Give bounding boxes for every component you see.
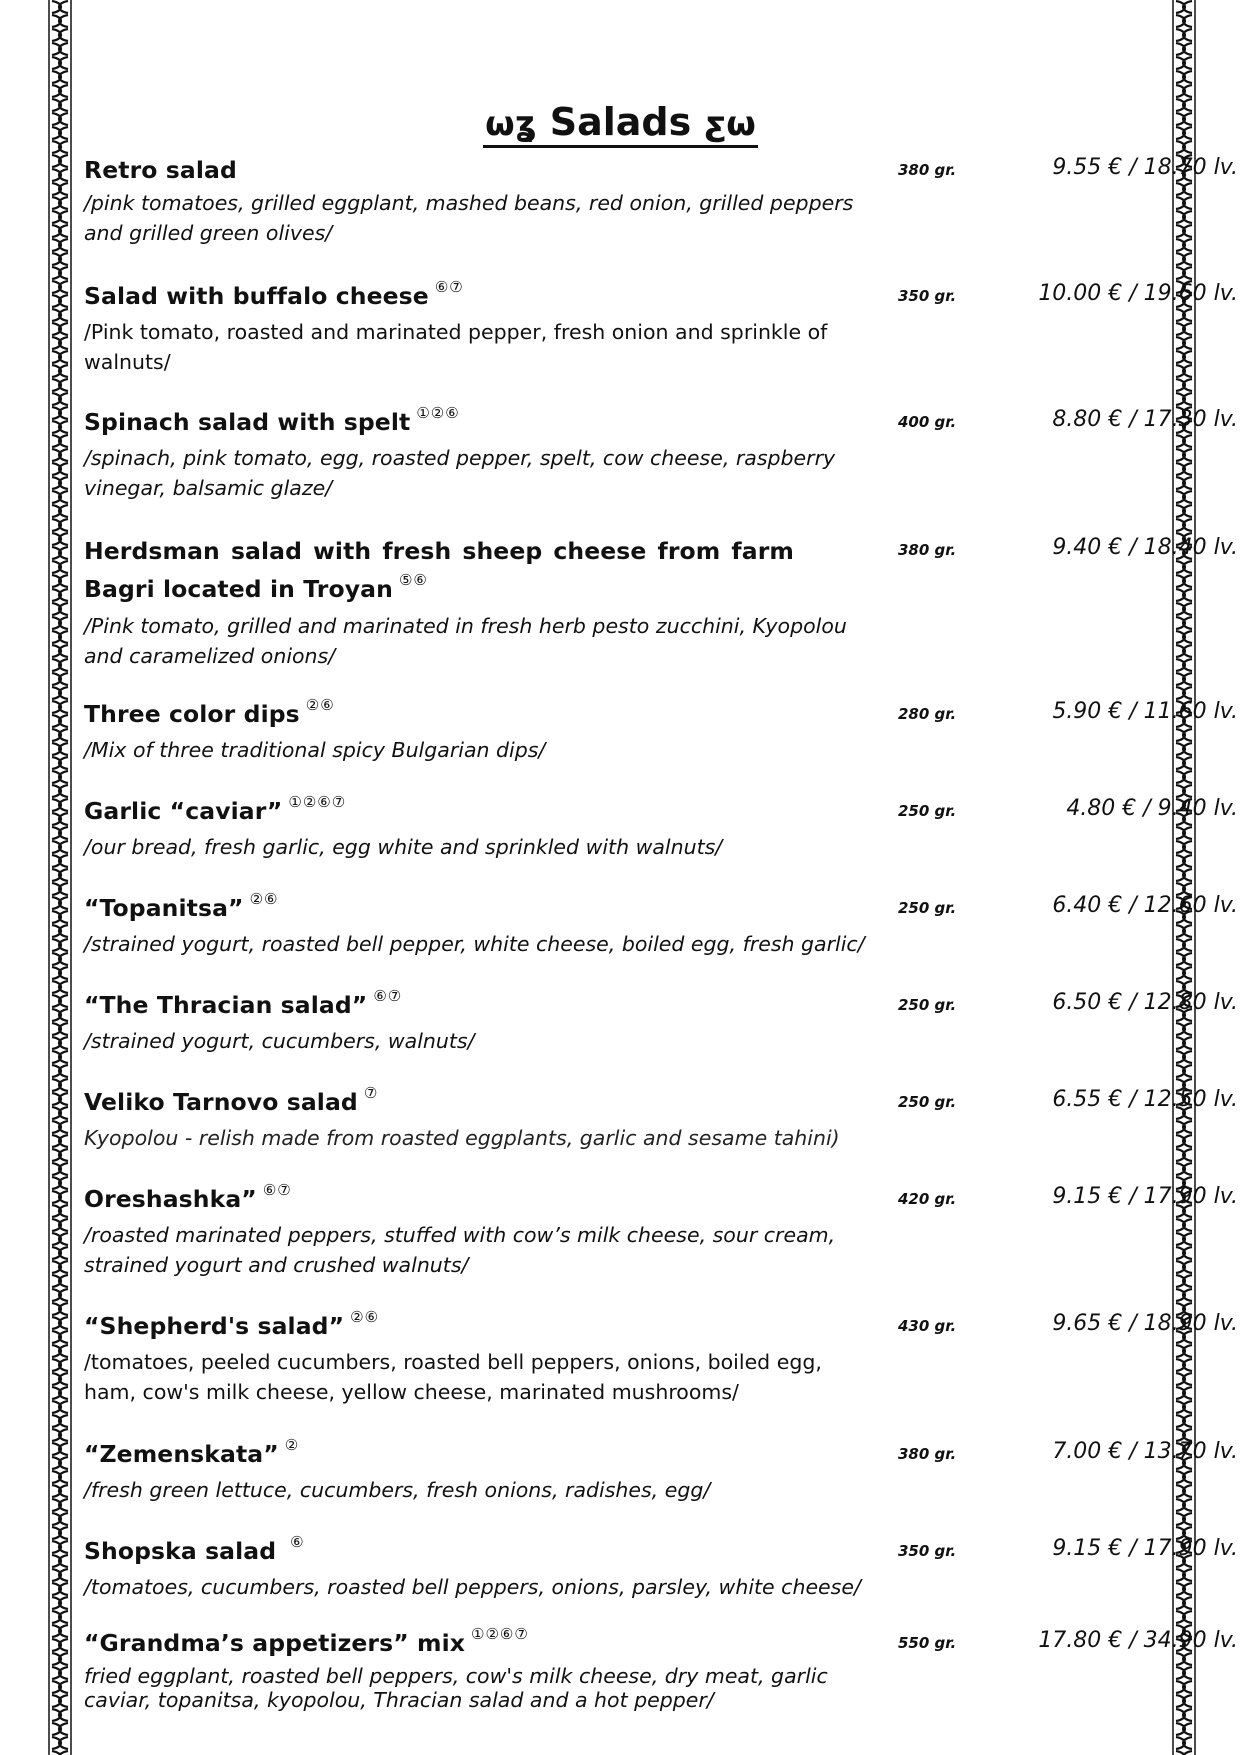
title-right-ornament: ƹω xyxy=(704,104,756,144)
item-name xyxy=(84,987,794,1026)
item-name-text: Salad with buffalo cheese xyxy=(84,282,429,310)
allergen-codes: ①②⑥⑦ xyxy=(471,1625,529,1643)
menu-item-shopska-salad xyxy=(84,1533,1238,1625)
item-price: 5.90 € / 11.60 lv. xyxy=(1052,699,1238,724)
item-weight: 380 gr. xyxy=(898,1445,957,1463)
menu-item-retro-salad xyxy=(84,152,1238,278)
item-name xyxy=(84,1181,794,1220)
menu-item-oreshashka xyxy=(84,1181,1238,1308)
allergen-codes: ①②⑥⑦ xyxy=(288,793,347,811)
item-description: fried eggplant, roasted bell peppers, cow's milk cheese, dry meat, garlic caviar, topanitsa, kyopolou, Thracian salad and a hot pepper/ xyxy=(84,1664,828,1712)
menu-item-thracian-salad xyxy=(84,987,1238,1084)
item-price: 7.00 € / 13.70 lv. xyxy=(1052,1439,1238,1464)
title-underline-wrap xyxy=(483,101,758,148)
item-price: 10.00 € / 19.60 lv. xyxy=(1038,281,1238,306)
item-weight: 350 gr. xyxy=(898,287,957,305)
menu-item-three-color-dips xyxy=(84,696,1238,793)
item-name-text: “Zemenskata” xyxy=(84,1440,279,1468)
item-price: 6.55 € / 12.50 lv. xyxy=(1052,1087,1238,1112)
menu-item-buffalo-cheese-salad xyxy=(84,278,1238,404)
allergen-codes: ⑦ xyxy=(363,1084,379,1102)
item-name-text: “Topanitsa” xyxy=(84,894,244,922)
allergen-codes: ⑥⑦ xyxy=(373,987,403,1005)
item-name xyxy=(84,1625,794,1664)
allergen-codes: ②⑥ xyxy=(305,696,335,714)
item-description: /Mix of three traditional spicy Bulgarian dips/ xyxy=(84,738,546,762)
item-name xyxy=(84,793,794,832)
item-price: 9.55 € / 18.70 lv. xyxy=(1052,155,1238,180)
item-weight: 380 gr. xyxy=(898,161,957,179)
item-weight: 250 gr. xyxy=(898,899,957,917)
item-name xyxy=(84,532,794,611)
allergen-codes: ①②⑥ xyxy=(416,404,460,422)
item-name xyxy=(84,696,794,735)
allergen-codes: ⑥⑦ xyxy=(262,1181,292,1199)
item-name xyxy=(84,890,794,929)
item-price: 9.40 € / 18.40 lv. xyxy=(1052,535,1238,560)
item-name-text: “The Thracian salad” xyxy=(84,991,368,1019)
item-description: /spinach, pink tomato, egg, roasted pepper, spelt, cow cheese, raspberry vinegar, balsamic glaze/ xyxy=(84,446,836,500)
menu-list xyxy=(84,152,1238,1715)
menu-item-grandmas-appetizers-mix xyxy=(84,1625,1238,1715)
menu-item-veliko-tarnovo-salad xyxy=(84,1084,1238,1181)
item-name-text: “Grandma’s appetizers” mix xyxy=(84,1629,466,1657)
item-weight: 380 gr. xyxy=(898,541,957,559)
item-weight: 250 gr. xyxy=(898,1093,957,1111)
allergen-codes: ⑥⑦ xyxy=(434,278,464,296)
item-weight: 400 gr. xyxy=(898,413,957,431)
item-name-text: Shopska salad xyxy=(84,1537,277,1565)
item-name-text: Garlic “caviar” xyxy=(84,797,283,825)
item-weight: 430 gr. xyxy=(898,1317,957,1335)
item-price: 6.40 € / 12.60 lv. xyxy=(1052,893,1238,918)
item-description: /roasted marinated peppers, stuffed with cow’s milk cheese, sour cream, strained yogurt and crushed walnuts/ xyxy=(84,1223,836,1277)
item-weight: 550 gr. xyxy=(898,1634,957,1652)
item-name-text: Retro salad xyxy=(84,156,237,184)
allergen-codes: ②⑥ xyxy=(350,1308,380,1326)
item-weight: 250 gr. xyxy=(898,996,957,1014)
menu-item-zemenskata xyxy=(84,1436,1238,1533)
item-description: /Pink tomato, grilled and marinated in fresh herb pesto zucchini, Kyopolou and caramelized onions/ xyxy=(84,614,847,668)
item-name-text: “Shepherd's salad” xyxy=(84,1312,345,1340)
left-ornamental-border xyxy=(48,0,72,1755)
item-price: 9.15 € / 17.90 lv. xyxy=(1052,1536,1238,1561)
item-name xyxy=(84,278,794,317)
item-name-text: Spinach salad with spelt xyxy=(84,408,411,436)
item-price: 4.80 € / 9.40 lv. xyxy=(1066,796,1238,821)
item-name xyxy=(84,1436,794,1475)
item-name-text: Three color dips xyxy=(84,700,300,728)
allergen-codes: ②⑥ xyxy=(249,890,279,908)
allergen-codes: ② xyxy=(284,1436,300,1454)
item-description: /tomatoes, cucumbers, roasted bell peppers, onions, parsley, white cheese/ xyxy=(84,1575,861,1599)
item-name xyxy=(84,1084,794,1123)
right-ornamental-border xyxy=(1172,0,1196,1755)
item-weight: 420 gr. xyxy=(898,1190,957,1208)
item-name-text: Veliko Tarnovo salad xyxy=(84,1088,358,1116)
item-description: /pink tomatoes, grilled eggplant, mashed beans, red onion, grilled peppers and grilled green olives/ xyxy=(84,191,854,245)
item-description: Kyopolou - relish made from roasted eggplants, garlic and sesame tahini) xyxy=(84,1126,840,1150)
item-weight: 250 gr. xyxy=(898,802,957,820)
item-description: /tomatoes, peeled cucumbers, roasted bell peppers, onions, boiled egg, ham, cow's milk cheese, yellow cheese, marinated mushrooms/ xyxy=(84,1350,822,1404)
item-price: 17.80 € / 34.90 lv. xyxy=(1038,1628,1238,1653)
item-description: /our bread, fresh garlic, egg white and sprinkled with walnuts/ xyxy=(84,835,723,859)
item-price: 9.65 € / 18.90 lv. xyxy=(1052,1311,1238,1336)
menu-item-herdsman-salad xyxy=(84,532,1238,696)
menu-item-garlic-caviar xyxy=(84,793,1238,890)
item-weight: 280 gr. xyxy=(898,705,957,723)
item-name xyxy=(84,152,794,188)
page-title xyxy=(0,98,1241,148)
item-price: 8.80 € / 17.30 lv. xyxy=(1052,407,1238,432)
item-name-text: Herdsman salad with fresh sheep cheese from farm Bagri located in Troyan xyxy=(84,537,794,603)
menu-item-shepherds-salad xyxy=(84,1308,1238,1436)
menu-item-spinach-salad xyxy=(84,404,1238,532)
item-name-text: Oreshashka” xyxy=(84,1185,257,1213)
item-description: /strained yogurt, roasted bell pepper, white cheese, boiled egg, fresh garlic/ xyxy=(84,932,865,956)
item-price: 6.50 € / 12.80 lv. xyxy=(1052,990,1238,1015)
title-text: Salads xyxy=(549,100,692,144)
item-weight: 350 gr. xyxy=(898,1542,957,1560)
allergen-codes: ⑥ xyxy=(290,1533,305,1551)
item-name xyxy=(84,1533,794,1572)
item-description: /strained yogurt, cucumbers, walnuts/ xyxy=(84,1029,475,1053)
item-description: /Pink tomato, roasted and marinated pepper, fresh onion and sprinkle of walnuts/ xyxy=(84,320,828,374)
item-name xyxy=(84,404,794,443)
item-price: 9.15 € / 17.90 lv. xyxy=(1052,1184,1238,1209)
item-description: /fresh green lettuce, cucumbers, fresh onions, radishes, egg/ xyxy=(84,1478,711,1502)
menu-item-topanitsa xyxy=(84,890,1238,987)
item-name xyxy=(84,1308,794,1347)
allergen-codes: ⑤⑥ xyxy=(398,571,428,589)
title-left-ornament: ωʓ xyxy=(485,104,537,144)
